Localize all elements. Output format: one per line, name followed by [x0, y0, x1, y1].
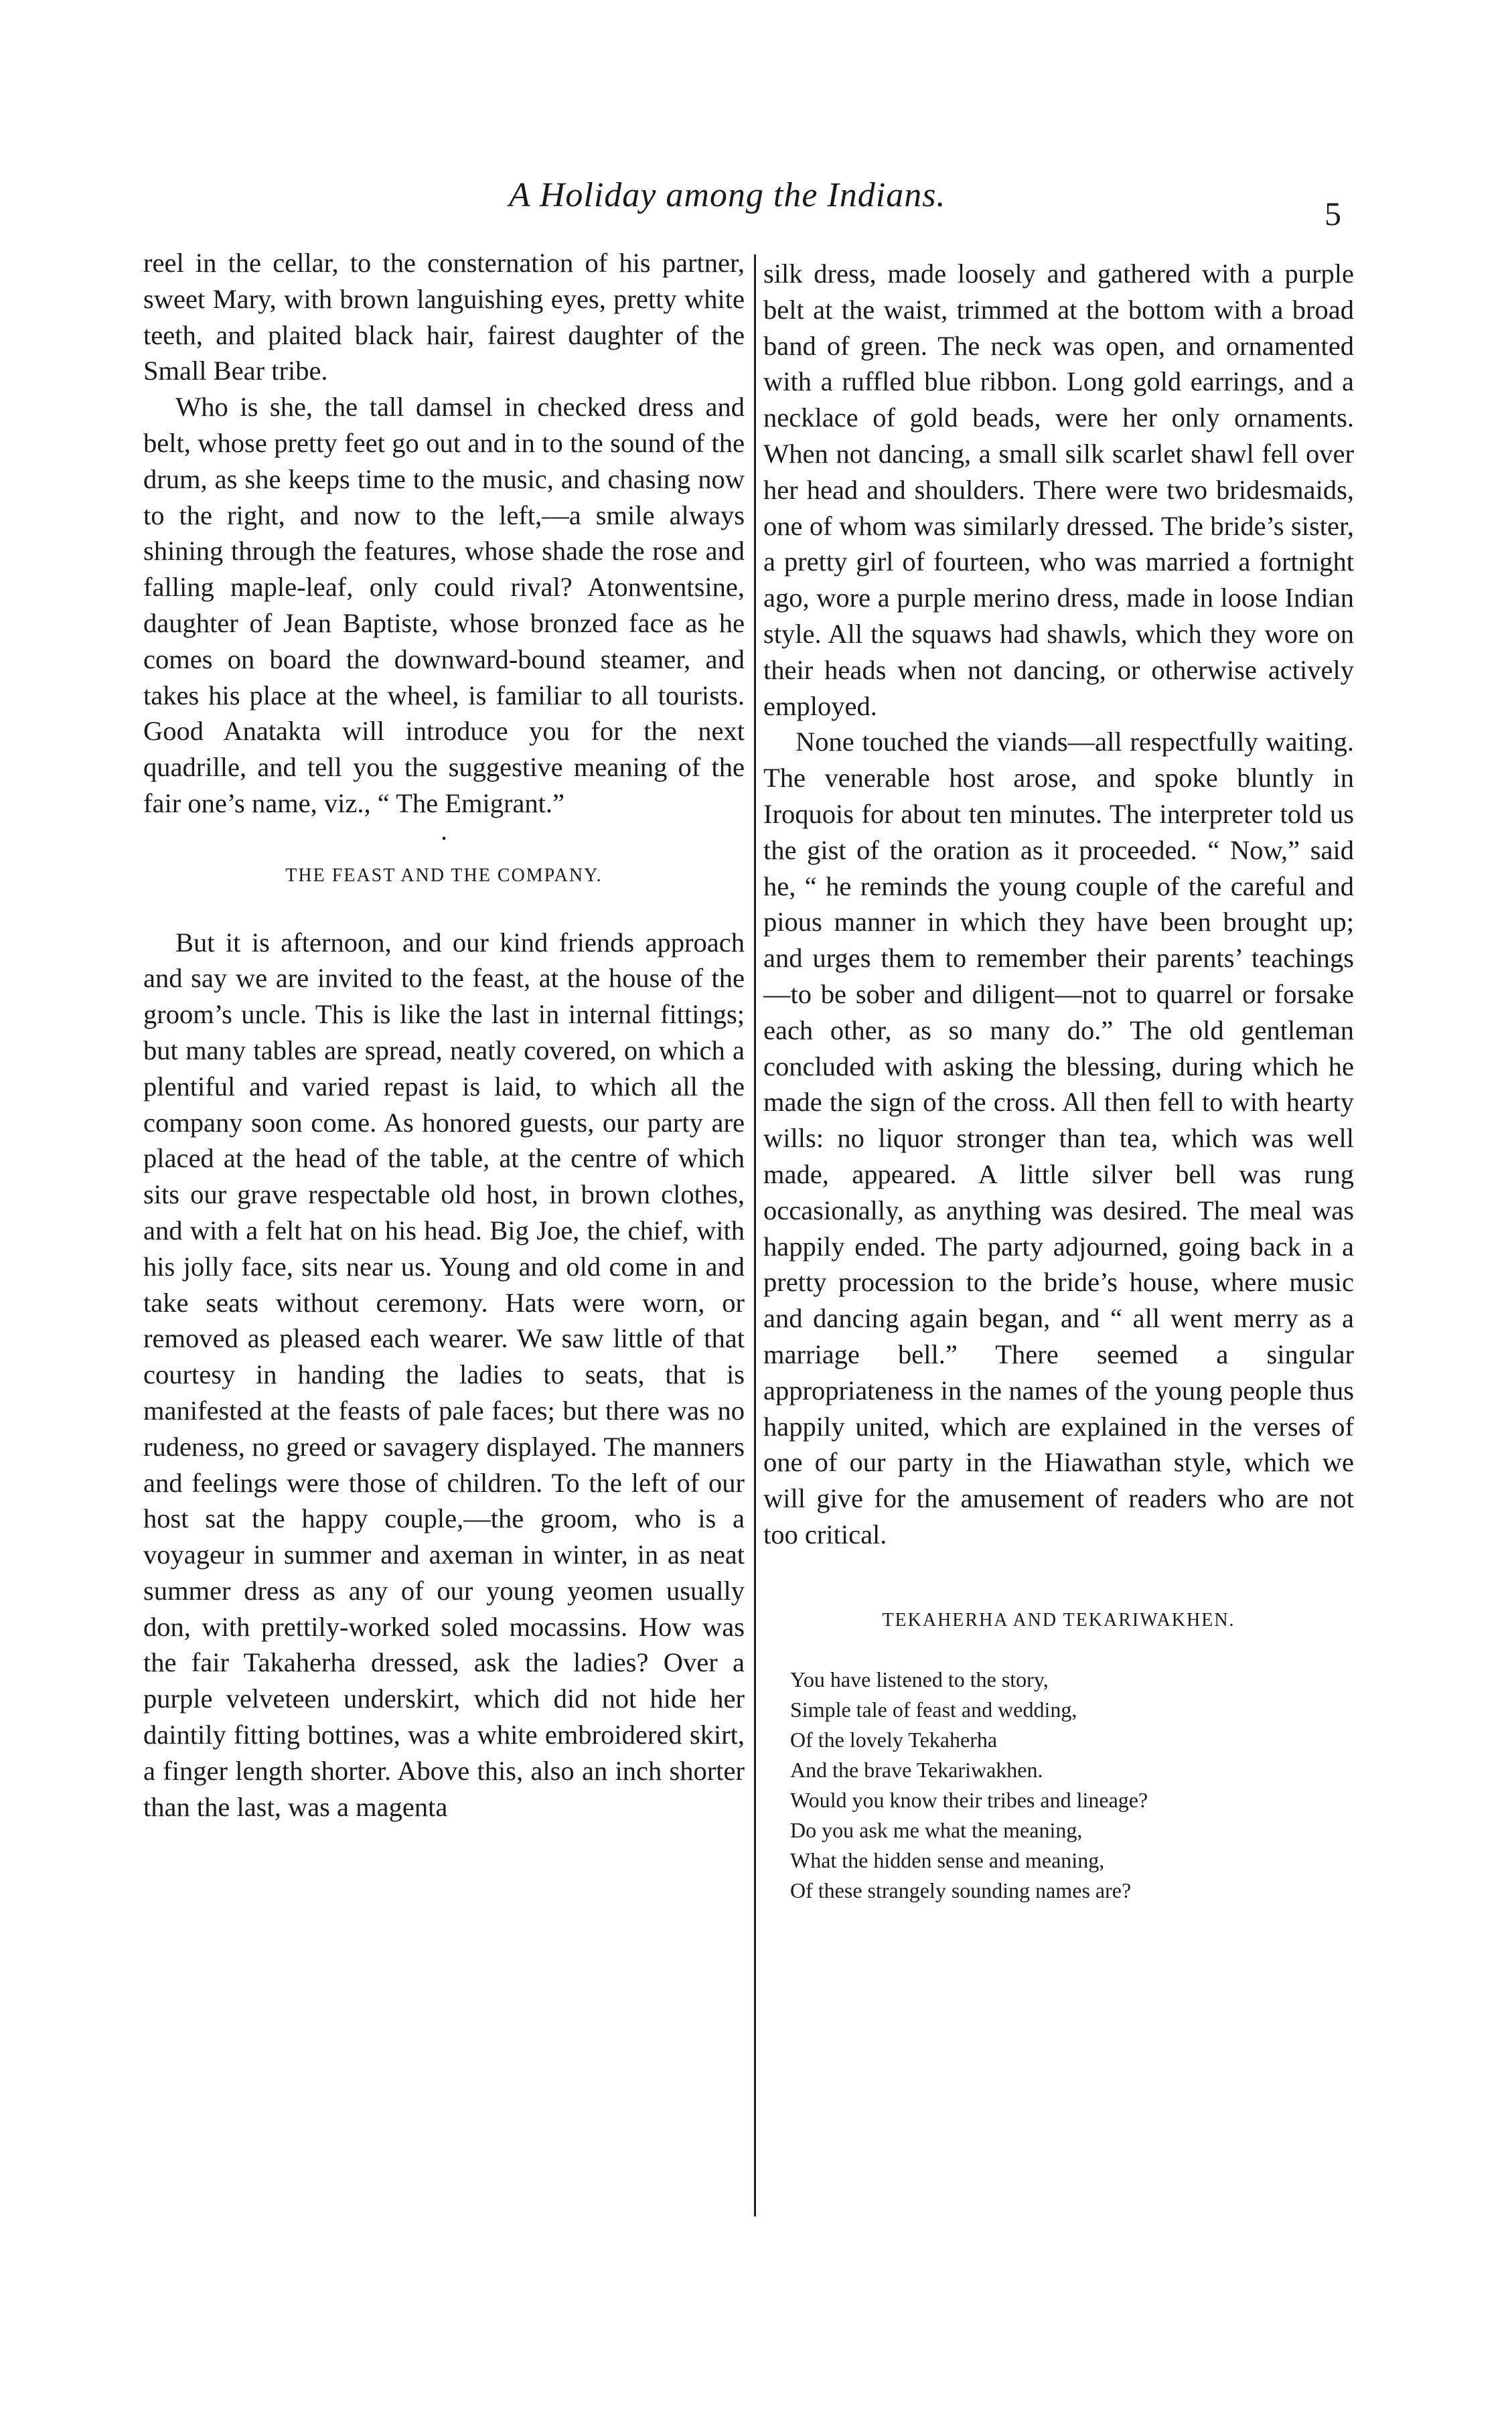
poem-line: Of the lovely Tekaherha [790, 1728, 998, 1752]
right-column [763, 256, 1354, 1906]
poem-heading: TEKAHERHA AND TEKARIWAKHEN. [882, 1609, 1235, 1631]
poem-line: You have listened to the story, [790, 1667, 1049, 1692]
page-number: 5 [1325, 195, 1341, 232]
poem-line: What the hidden sense and meaning, [790, 1848, 1105, 1873]
paragraph: None touched the viands—all respectfully waiting. The venerable host arose, and spoke bluntly in Iroquois for about ten minutes. The interpreter told us the gist of the oration as it proceeded. “ Now,” said he, “ he reminds the young couple of the careful and pious manner in which they have been brought up; and urges them to remember their parents’ teachings—to be sober and diligent—not to quarrel or forsake each other, as so many do.” The old gentleman concluded with asking the blessing, during which he made the sign of the cross. All then fell to with hearty wills: no liquor stronger than tea, which was well made, appeared. A little silver bell was rung occasionally, as anything was desired. The meal was happily ended. The party adjourned, going back in a pretty procession to the bride’s house, where music and dancing again began, and “ all went merry as a marriage bell.” There seemed a singular appropriateness in the names of the young people thus happily united, which are explained in the verses of one of our party in the Hiawathan style, which we will give for the amusement of readers who are not too critical. [763, 727, 1354, 1550]
left-column [143, 245, 745, 1825]
running-title: A Holiday among the Indians. [509, 176, 946, 214]
section-heading: THE FEAST AND THE COMPANY. [285, 864, 603, 886]
poem-line: Simple tale of feast and wedding, [790, 1697, 1077, 1722]
paragraph: reel in the cellar, to the consternation of his partner, sweet Mary, with brown languishing eyes, pretty white teeth, and plaited black hair, fairest daughter of the Small Bear tribe. [143, 248, 745, 386]
paragraph: Who is she, the tall damsel in checked dress and belt, whose pretty feet go out and in to the sound of the drum, as she keeps time to the music, and chasing now to the right, and now to the left,—a smile always shining through the features, whose shade the rose and falling maple-leaf, only could rival? Atonwentsine, daughter of Jean Baptiste, whose bronzed face as he comes on board the downward-bound steamer, and takes his place at the wheel, is familiar to all tourists. Good Anatakta will introduce you for the next quadrille, and tell you the suggestive meaning of the fair one’s name, viz., “ The Emigrant.” [143, 392, 745, 818]
poem [763, 1665, 1354, 1906]
poem-line: Would you know their tribes and lineage? [790, 1788, 1148, 1813]
paragraph: But it is afternoon, and our kind friends approach and say we are invited to the feast, at the house of the groom’s uncle. This is like the last in internal fittings; but many tables are spread, neatly covered, on which a plentiful and varied repast is laid, to which all the company soon come. As honored guests, our party are placed at the head of the table, at the centre of which sits our grave respectable old host, in brown clothes, and with a felt hat on his head. Big Joe, the chief, with his jolly face, sits near us. Young and old come in and take seats without ceremony. Hats were worn, or removed as pleased each wearer. We saw little of that courtesy in handing the ladies to seats, that is manifested at the feasts of pale faces; but there was no rudeness, no greed or savagery displayed. The manners and feelings were those of children. To the left of our host sat the happy couple,—the groom, who is a voyageur in summer and axeman in winter, in as neat summer dress as any of our young yeomen usually don, with prettily-worked soled mocassins. How was the fair Takaherha dressed, ask the ladies? Over a purple velveteen underskirt, which did not hide her daintily fitting bottines, was a white embroidered skirt, a finger length shorter. Above this, also an inch shorter than the last, was a magenta [143, 927, 745, 1822]
poem-line: And the brave Tekariwakhen. [790, 1758, 1043, 1783]
ornament-dot: • [441, 831, 447, 846]
poem-line: Do you ask me what the meaning, [790, 1818, 1083, 1843]
poem-line: Of these strangely sounding names are? [790, 1878, 1132, 1903]
paragraph: silk dress, made loosely and gathered with a purple belt at the waist, trimmed at the bottom with a broad band of green. The neck was open, and ornamented with a ruffled blue ribbon. Long gold earrings, and a necklace of gold beads, were her only ornaments. When not dancing, a small silk scarlet shawl fell over her head and shoulders. There were two bridesmaids, one of whom was similarly dressed. The bride’s sister, a pretty girl of fourteen, who was married a fortnight ago, wore a purple merino dress, made in loose Indian style. All the squaws had shawls, which they wore on their heads when not dancing, or otherwise actively employed. [763, 258, 1354, 721]
column-divider [754, 254, 756, 2216]
